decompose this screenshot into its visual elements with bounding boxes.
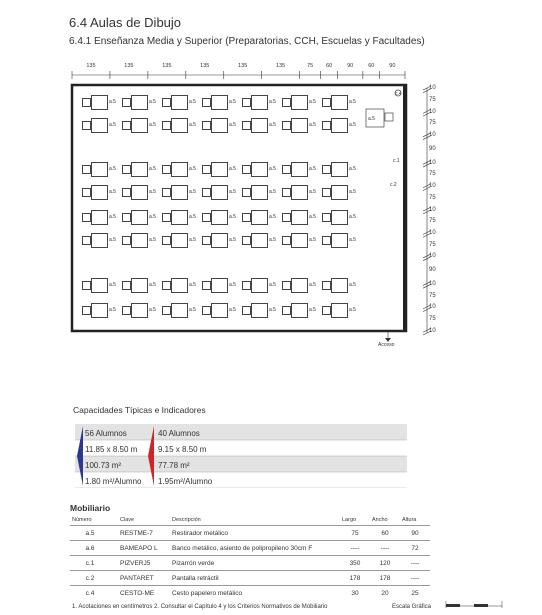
drawing-table-label: a.5 xyxy=(189,99,196,105)
teacher-desk-label: a.5 xyxy=(368,116,375,122)
table-cell: 120 xyxy=(379,559,391,567)
drawing-table-label: a.5 xyxy=(349,189,356,195)
drawing-table xyxy=(131,278,148,293)
drawing-table-label: a.5 xyxy=(229,237,236,243)
drawing-table xyxy=(251,233,268,248)
table-cell: PIZVERJ5 xyxy=(120,559,151,567)
table-cell: Restirador metálico xyxy=(172,529,228,537)
drawing-table xyxy=(131,185,148,200)
col-descripcion: Descripción xyxy=(172,517,201,523)
right-dimension-label: 10 xyxy=(429,229,436,236)
right-dimension-label: 75 xyxy=(429,292,436,299)
stool xyxy=(82,98,91,107)
drawing-table-label: a.5 xyxy=(109,214,116,220)
stool xyxy=(282,188,291,197)
cap-left-area: 100.73 m² xyxy=(85,461,122,470)
drawing-table xyxy=(91,303,108,318)
stool xyxy=(82,121,91,130)
drawing-table xyxy=(211,185,228,200)
top-dimension-label: 135 xyxy=(86,63,96,69)
page-title: 6.4 Aulas de Dibujo xyxy=(69,15,182,30)
table-cell: CESTO-ME xyxy=(120,589,155,597)
drawing-table xyxy=(171,162,188,177)
drawing-table-label: a.5 xyxy=(309,237,316,243)
right-dimension-label: 10 xyxy=(429,327,436,334)
drawing-table xyxy=(291,278,308,293)
stool xyxy=(322,236,331,245)
drawing-table-label: a.5 xyxy=(269,99,276,105)
cap-right-dims: 9.15 x 8.50 m xyxy=(158,445,207,454)
drawing-table-label: a.5 xyxy=(269,166,276,172)
drawing-table xyxy=(331,162,348,177)
drawing-table xyxy=(171,233,188,248)
right-dimension-label: 75 xyxy=(429,218,436,225)
stool xyxy=(82,165,91,174)
drawing-table-label: a.5 xyxy=(189,214,196,220)
stool xyxy=(122,306,131,315)
capacities-title: Capacidades Típicas e Indicadores xyxy=(73,405,206,415)
stool xyxy=(242,165,251,174)
drawing-table-label: a.5 xyxy=(309,189,316,195)
drawing-table-label: a.5 xyxy=(309,166,316,172)
table-cell: RESTME-7 xyxy=(120,529,153,537)
table-cell: 178 xyxy=(379,574,391,582)
table-cell: Pizarrón verde xyxy=(172,559,215,567)
drawing-table xyxy=(251,303,268,318)
right-dimension-label: 10 xyxy=(429,206,436,213)
top-dimension-label: 90 xyxy=(389,63,396,69)
stool xyxy=(202,236,211,245)
top-dimension-label: 75 xyxy=(307,63,314,69)
stool xyxy=(82,213,91,222)
stool xyxy=(322,213,331,222)
table-cell: Cesto papelero metálico xyxy=(172,589,243,597)
drawing-table xyxy=(171,210,188,225)
drawing-table-label: a.5 xyxy=(109,99,116,105)
drawing-table xyxy=(211,210,228,225)
label-access: Acceso xyxy=(378,342,395,348)
drawing-table-label: a.5 xyxy=(149,282,156,288)
table-cell: 350 xyxy=(349,559,361,567)
stool xyxy=(122,236,131,245)
right-dimension-label: 75 xyxy=(429,315,436,322)
col-largo: Largo xyxy=(342,517,357,523)
drawing-table-label: a.5 xyxy=(149,307,156,313)
drawing-table-label: a.5 xyxy=(229,166,236,172)
drawing-table xyxy=(131,162,148,177)
drawing-table xyxy=(91,95,108,110)
cap-left-students: 56 Alumnos xyxy=(85,429,127,438)
drawing-table-label: a.5 xyxy=(109,166,116,172)
stool xyxy=(162,121,171,130)
table-cell: PANTARET xyxy=(120,574,154,582)
right-dimension-label: 90 xyxy=(429,267,436,274)
stool xyxy=(242,281,251,290)
drawing-table-label: a.5 xyxy=(269,307,276,313)
drawing-table-label: a.5 xyxy=(349,237,356,243)
stool xyxy=(162,188,171,197)
top-dimension-label: 135 xyxy=(200,63,210,69)
drawing-table xyxy=(251,185,268,200)
table-row xyxy=(70,556,430,571)
drawing-table xyxy=(131,303,148,318)
drawing-table xyxy=(131,118,148,133)
capacities-table xyxy=(75,424,407,488)
cap-left-dims: 11.85 x 8.50 m xyxy=(85,445,138,454)
drawing-table xyxy=(291,233,308,248)
stool xyxy=(322,98,331,107)
drawing-table-label: a.5 xyxy=(269,282,276,288)
drawing-table xyxy=(211,95,228,110)
right-dimension-label: 75 xyxy=(429,241,436,248)
drawing-table-label: a.5 xyxy=(309,214,316,220)
drawing-table xyxy=(171,185,188,200)
cap-right-students: 40 Alumnos xyxy=(158,429,200,438)
drawing-table xyxy=(251,95,268,110)
table-row xyxy=(70,541,430,556)
drawing-table-label: a.5 xyxy=(269,214,276,220)
stool xyxy=(282,281,291,290)
drawing-table xyxy=(171,118,188,133)
drawing-table xyxy=(211,303,228,318)
drawing-table xyxy=(251,210,268,225)
drawing-table xyxy=(291,210,308,225)
stool xyxy=(82,236,91,245)
drawing-table xyxy=(251,162,268,177)
drawing-table xyxy=(91,185,108,200)
table-cell: c.2 xyxy=(85,574,95,582)
right-dimension-label: 10 xyxy=(429,159,436,166)
scale-label: Escala Gráfica xyxy=(392,604,432,610)
drawing-table-label: a.5 xyxy=(149,214,156,220)
stool xyxy=(282,236,291,245)
floor-plan xyxy=(60,58,460,358)
table-cell: 25 xyxy=(411,589,419,597)
stool xyxy=(162,281,171,290)
stool xyxy=(202,165,211,174)
stool xyxy=(242,98,251,107)
drawing-table xyxy=(291,162,308,177)
drawing-table-label: a.5 xyxy=(189,307,196,313)
drawing-table xyxy=(91,278,108,293)
table-cell: Pantalla retráctil xyxy=(172,574,219,582)
drawing-table-label: a.5 xyxy=(149,237,156,243)
stool xyxy=(322,188,331,197)
right-dimension-label: 10 xyxy=(429,253,436,260)
drawing-table xyxy=(171,278,188,293)
right-dimension-label: 10 xyxy=(429,108,436,115)
drawing-table-label: a.5 xyxy=(349,122,356,128)
drawing-table xyxy=(131,95,148,110)
drawing-table xyxy=(291,185,308,200)
drawing-table xyxy=(291,303,308,318)
stool xyxy=(162,236,171,245)
stool xyxy=(82,281,91,290)
table-cell: ---- xyxy=(350,544,360,552)
drawing-table-label: a.5 xyxy=(349,99,356,105)
drawing-table-label: a.5 xyxy=(189,237,196,243)
drawing-table xyxy=(331,185,348,200)
stool xyxy=(282,121,291,130)
drawing-table-label: a.5 xyxy=(109,122,116,128)
drawing-table-label: a.5 xyxy=(149,189,156,195)
right-dimension-label: 10 xyxy=(429,183,436,190)
drawing-table xyxy=(211,162,228,177)
label-c4: c.4 xyxy=(395,91,402,97)
drawing-table-label: a.5 xyxy=(229,122,236,128)
table-cell: a.5 xyxy=(85,529,95,537)
cap-right-area: 77.78 m² xyxy=(158,461,190,470)
top-dimension-label: 135 xyxy=(276,63,286,69)
stool xyxy=(242,213,251,222)
drawing-table-label: a.5 xyxy=(189,122,196,128)
drawing-table-label: a.5 xyxy=(269,122,276,128)
drawing-table-label: a.5 xyxy=(109,307,116,313)
stool xyxy=(322,165,331,174)
drawing-table-label: a.5 xyxy=(109,189,116,195)
drawing-table-label: a.5 xyxy=(189,166,196,172)
drawing-table xyxy=(331,303,348,318)
col-altura: Altura xyxy=(402,517,417,523)
drawing-table-label: a.5 xyxy=(349,214,356,220)
drawing-table xyxy=(211,278,228,293)
drawing-table-label: a.5 xyxy=(189,189,196,195)
table-cell: c.1 xyxy=(85,559,95,567)
col-numero: Número xyxy=(72,517,92,523)
table-cell: 90 xyxy=(411,529,419,537)
stool xyxy=(202,188,211,197)
stool xyxy=(82,306,91,315)
table-cell: 30 xyxy=(351,589,359,597)
drawing-table xyxy=(251,278,268,293)
drawing-table-label: a.5 xyxy=(349,166,356,172)
top-dimension-label: 60 xyxy=(326,63,333,69)
drawing-table xyxy=(171,303,188,318)
stool xyxy=(242,236,251,245)
drawing-table-label: a.5 xyxy=(149,99,156,105)
table-cell: a.6 xyxy=(85,544,95,552)
drawing-table xyxy=(291,118,308,133)
right-dimension-label: 10 xyxy=(429,280,436,287)
drawing-table-label: a.5 xyxy=(229,307,236,313)
stool xyxy=(202,98,211,107)
drawing-table xyxy=(171,95,188,110)
drawing-table xyxy=(331,95,348,110)
drawing-table-label: a.5 xyxy=(229,214,236,220)
stool xyxy=(202,121,211,130)
drawing-table-label: a.5 xyxy=(109,282,116,288)
top-dimension-label: 135 xyxy=(162,63,172,69)
footer-notes: 1. Acotaciones en centímetros 2. Consultar el Capítulo 4 y los Criterios Normativos de Mobiliario xyxy=(72,604,328,610)
label-c1: c.1 xyxy=(393,158,400,164)
stool xyxy=(242,121,251,130)
drawing-table-label: a.5 xyxy=(149,122,156,128)
table-row xyxy=(70,571,430,586)
stool xyxy=(282,213,291,222)
stool xyxy=(282,306,291,315)
right-dimension-label: 75 xyxy=(429,120,436,127)
stool xyxy=(202,281,211,290)
table-cell: 75 xyxy=(351,529,359,537)
table-cell: ---- xyxy=(410,574,420,582)
drawing-table xyxy=(131,210,148,225)
stool xyxy=(162,213,171,222)
cap-right-ratio: 1.95m²/Alumno xyxy=(158,477,213,486)
drawing-table xyxy=(331,210,348,225)
stool xyxy=(122,281,131,290)
drawing-table xyxy=(91,233,108,248)
drawing-table xyxy=(91,118,108,133)
right-dimension-label: 75 xyxy=(429,194,436,201)
page-subtitle: 6.4.1 Enseñanza Media y Superior (Preparatorias, CCH, Escuelas y Facultades) xyxy=(69,36,425,47)
table-row xyxy=(70,586,430,601)
stool xyxy=(322,306,331,315)
furniture-title: Mobiliario xyxy=(70,503,111,513)
drawing-table xyxy=(91,210,108,225)
stool xyxy=(162,165,171,174)
right-dimension-label: 10 xyxy=(429,304,436,311)
right-dimension-label: 90 xyxy=(429,145,436,152)
drawing-table xyxy=(131,233,148,248)
drawing-table xyxy=(211,118,228,133)
stool xyxy=(122,121,131,130)
stool xyxy=(202,306,211,315)
drawing-table-label: a.5 xyxy=(229,282,236,288)
cap-left-ratio: 1.80 m²/Alumno xyxy=(85,477,142,486)
stool xyxy=(322,121,331,130)
stool xyxy=(122,98,131,107)
scale-bar xyxy=(444,598,504,610)
right-dimension-label: 10 xyxy=(429,132,436,139)
col-clave: Clave xyxy=(120,517,135,523)
table-cell: 60 xyxy=(381,529,389,537)
table-cell: Banco metálico, asiento de polipropileno 30cm F xyxy=(172,544,313,552)
table-cell: 178 xyxy=(349,574,361,582)
drawing-table-label: a.5 xyxy=(269,237,276,243)
drawing-table xyxy=(91,162,108,177)
drawing-table-label: a.5 xyxy=(109,237,116,243)
right-dimension-label: 10 xyxy=(429,85,436,92)
top-dimension-label: 90 xyxy=(347,63,354,69)
stool xyxy=(122,165,131,174)
stool xyxy=(122,213,131,222)
stool xyxy=(122,188,131,197)
table-cell: c.4 xyxy=(85,589,95,597)
drawing-table-label: a.5 xyxy=(349,307,356,313)
right-dimension-label: 75 xyxy=(429,171,436,178)
table-cell: ---- xyxy=(410,559,420,567)
drawing-table-label: a.5 xyxy=(309,99,316,105)
table-cell: 20 xyxy=(381,589,389,597)
drawing-table xyxy=(331,233,348,248)
stool xyxy=(322,281,331,290)
drawing-table-label: a.5 xyxy=(149,166,156,172)
top-dimension-label: 60 xyxy=(368,63,375,69)
drawing-table-label: a.5 xyxy=(309,282,316,288)
stool xyxy=(162,306,171,315)
drawing-table xyxy=(251,118,268,133)
table-row xyxy=(70,526,430,541)
furniture-table xyxy=(70,515,430,600)
table-cell: 72 xyxy=(411,544,419,552)
drawing-table xyxy=(211,233,228,248)
col-ancho: Ancho xyxy=(372,517,388,523)
stool xyxy=(242,306,251,315)
stool xyxy=(202,213,211,222)
table-cell: BAMEAPO L xyxy=(120,544,158,552)
stool xyxy=(282,165,291,174)
drawing-table xyxy=(331,278,348,293)
drawing-table xyxy=(331,118,348,133)
drawing-table-label: a.5 xyxy=(309,122,316,128)
drawing-table-label: a.5 xyxy=(229,99,236,105)
table-cell: ---- xyxy=(380,544,390,552)
stool xyxy=(242,188,251,197)
drawing-table-label: a.5 xyxy=(189,282,196,288)
drawing-table-label: a.5 xyxy=(309,307,316,313)
drawing-table xyxy=(291,95,308,110)
stool xyxy=(282,98,291,107)
drawing-table-label: a.5 xyxy=(349,282,356,288)
label-c2: c.2 xyxy=(390,182,397,188)
top-dimension-label: 135 xyxy=(124,63,134,69)
drawing-table-label: a.5 xyxy=(269,189,276,195)
stool xyxy=(162,98,171,107)
right-dimension-label: 75 xyxy=(429,97,436,104)
stool xyxy=(82,188,91,197)
top-dimension-label: 135 xyxy=(238,63,248,69)
drawing-table-label: a.5 xyxy=(229,189,236,195)
